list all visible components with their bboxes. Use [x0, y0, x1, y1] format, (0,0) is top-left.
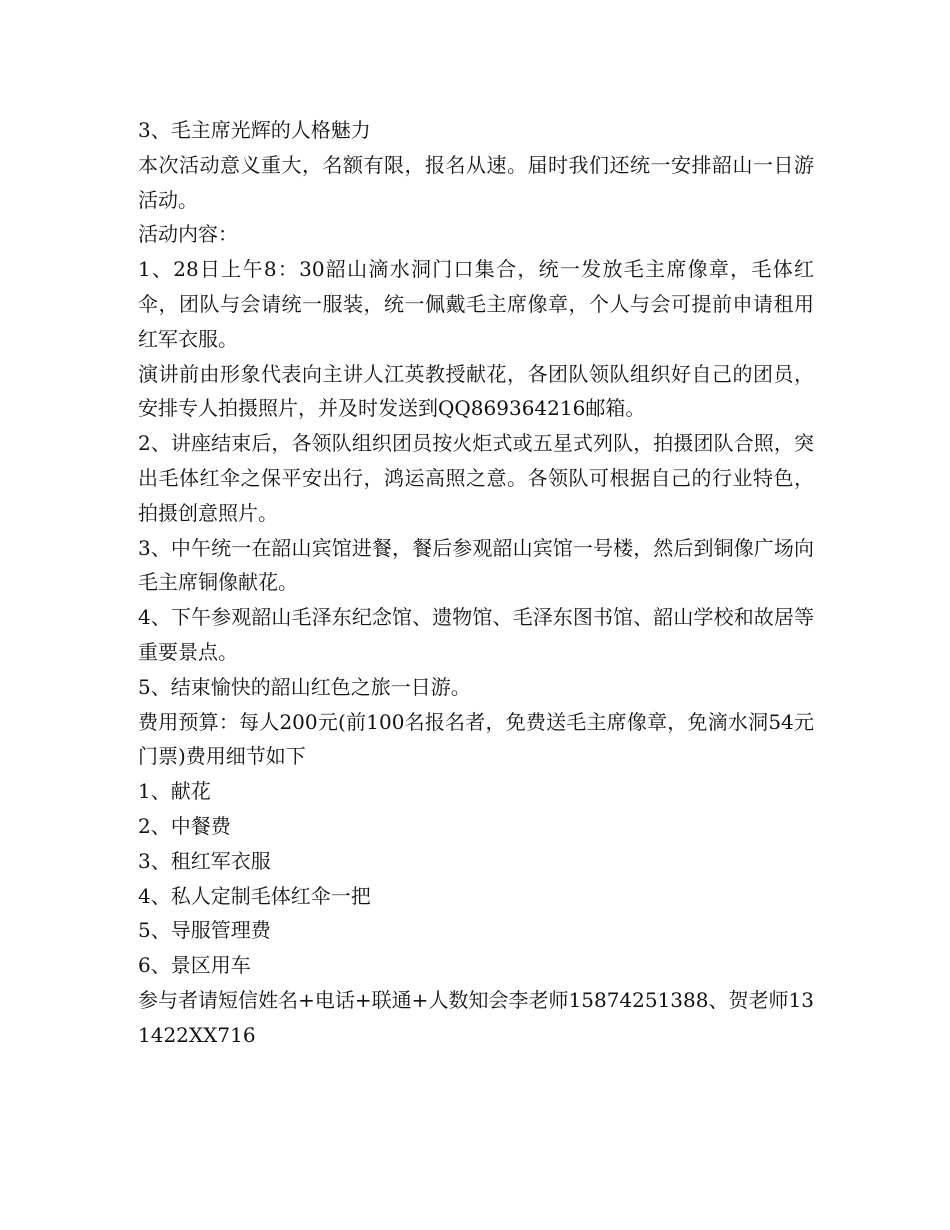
- cost-item-6: 6、景区用车: [138, 953, 251, 978]
- heading-personality: 3、毛主席光辉的人格魅力: [138, 118, 371, 142]
- paragraph-budget: 费用预算：每人200元(前100名报名者，免费送毛主席像章，免滴水洞54元门票)费用细节如下: [138, 709, 814, 769]
- activity-item-1: 1、28日上午8：30韶山滴水洞门口集合，统一发放毛主席像章，毛体红伞，团队与会请统一服装，统一佩戴毛主席像章，个人与会可提前申请租用红军衣服。: [138, 257, 814, 351]
- cost-item-4: 4、私人定制毛体红伞一把: [138, 883, 371, 908]
- cost-item-5: 5、导服管理费: [138, 918, 271, 943]
- heading-activity-content: 活动内容：: [138, 222, 238, 247]
- cost-item-2: 2、中餐费: [138, 813, 231, 838]
- activity-item-5: 5、结束愉快的韶山红色之旅一日游。: [138, 674, 471, 699]
- activity-item-2: 2、讲座结束后，各领队组织团员按火炬式或五星式列队，拍摄团队合照，突出毛体红伞之保平安出行，鸿运高照之意。各领队可根据自己的行业特色，拍摄创意照片。: [138, 431, 814, 525]
- document-body: [138, 113, 814, 1053]
- activity-item-4: 4、下午参观韶山毛泽东纪念馆、遗物馆、毛泽东图书馆、韶山学校和故居等重要景点。: [138, 605, 814, 664]
- paragraph-significance: 本次活动意义重大，名额有限，报名从速。届时我们还统一安排韶山一日游活动。: [138, 152, 814, 212]
- paragraph-speech-flowers: 演讲前由形象代表向主讲人江英教授献花，各团队领队组织好自己的团员，安排专人拍摄照片，并及时发送到QQ869364216邮箱。: [138, 361, 814, 421]
- cost-item-1: 1、献花: [138, 779, 211, 804]
- paragraph-contact: 参与者请短信姓名+电话+联通+人数知会李老师15874251388、贺老师131422XX716: [138, 987, 814, 1047]
- cost-item-3: 3、租红军衣服: [138, 848, 271, 873]
- activity-item-3: 3、中午统一在韶山宾馆进餐，餐后参观韶山宾馆一号楼，然后到铜像广场向毛主席铜像献花。: [138, 535, 814, 595]
